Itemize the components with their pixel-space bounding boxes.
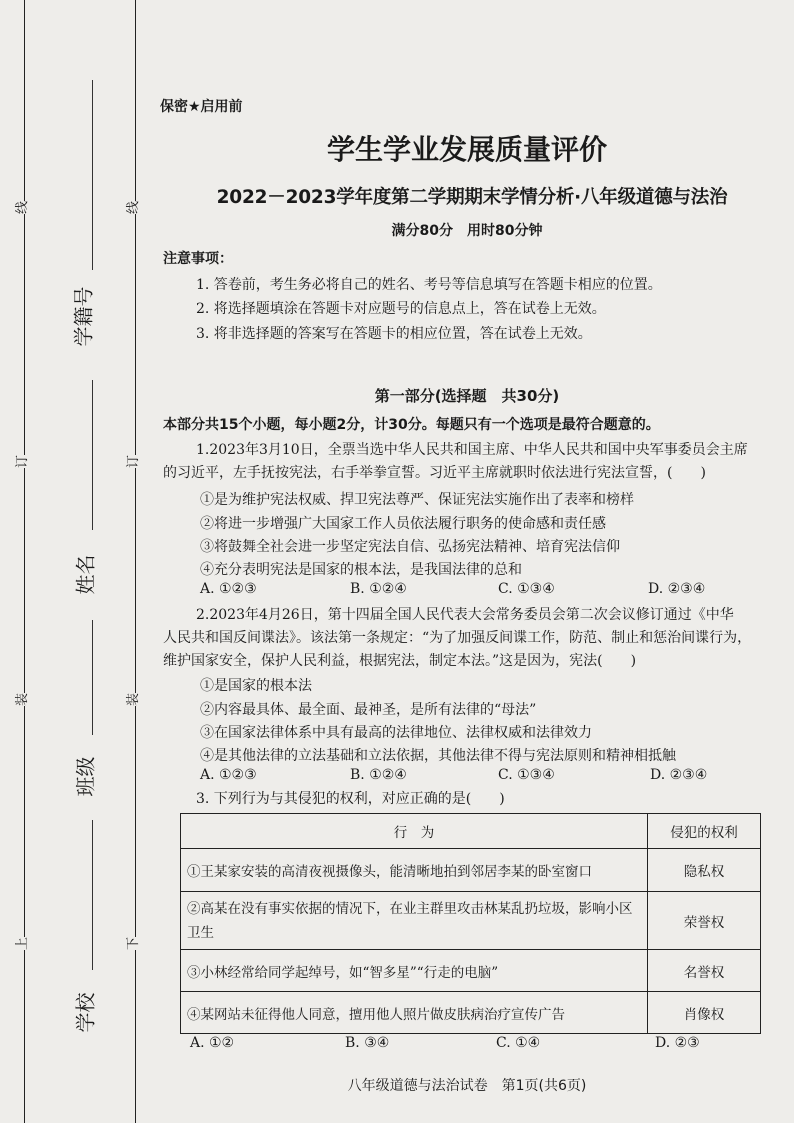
table-row (181, 950, 761, 992)
note-item: 2. 将选择题填涂在答题卡对应题号的信息点上，答在试卷上无效。 (196, 301, 606, 317)
statement-item: ②内容最具体、最全面、最神圣，是所有法律的“母法” (200, 702, 537, 718)
right-cell: 肖像权 (648, 992, 761, 1034)
table-row (181, 992, 761, 1034)
choice-d[interactable]: D. ②③ (655, 1035, 700, 1051)
choice-c[interactable]: C. ①③④ (498, 767, 555, 783)
choice-b[interactable]: B. ①②④ (350, 767, 407, 783)
statement-item: ④是其他法律的立法基础和立法依据，其他法律不得与宪法原则和精神相抵触 (200, 748, 676, 764)
statement-item: ③将鼓舞全社会进一步坚定宪法自信、弘扬宪法精神、培育宪法信仰 (200, 539, 620, 555)
binding-mark: 线 (11, 201, 30, 214)
statement-item: ③在国家法律体系中具有最高的法律地位、法律权威和法律效力 (200, 725, 592, 741)
exam-title: 学生学业发展质量评价 (326, 133, 607, 166)
table-row (181, 892, 761, 950)
choice-a[interactable]: A. ①② (190, 1035, 235, 1051)
statement-item: ④充分表明宪法是国家的根本法，是我国法律的总和 (200, 562, 522, 578)
binding-mark: 装 (122, 693, 141, 706)
choice-c[interactable]: C. ①③④ (498, 581, 555, 597)
binding-mark: 线 (122, 201, 141, 214)
statement-item: ①是国家的根本法 (200, 678, 312, 694)
score-time: 满分80分 用时80分钟 (391, 223, 543, 239)
school-label: 学校 (73, 992, 98, 1033)
question-stem: 3. 下列行为与其侵犯的权利，对应正确的是( ) (196, 791, 505, 807)
question-stem: 人民共和国反间谍法》。该法第一条规定：“为了加强反间谍工作，防范、制止和惩治间谍行为， (163, 630, 752, 646)
act-cell: ②高某在没有事实依据的情况下，在业主群里攻击林某乱扔垃圾，影响小区卫生 (181, 892, 648, 950)
binding-mark: 装 (11, 693, 30, 706)
choice-c[interactable]: C. ①④ (496, 1035, 541, 1051)
right-cell: 隐私权 (648, 849, 761, 892)
statement-item: ②将进一步增强广大国家工作人员依法履行职务的使命感和责任感 (200, 516, 606, 532)
part-intro: 本部分共15个小题，每小题2分，计30分。每题只有一个选项是最符合题意的。 (163, 417, 660, 433)
page-footer: 八年级道德与法治试卷 第1页(共6页) (347, 1078, 587, 1094)
exam-subtitle: 2022－2023学年度第二学期期末学情分析·八年级道德与法治 (216, 187, 728, 208)
binding-line-inner (135, 0, 136, 1123)
binding-line-outer (24, 0, 25, 1123)
right-cell: 名誉权 (648, 950, 761, 992)
name-label: 姓名 (73, 554, 98, 595)
right-cell: 荣誉权 (648, 892, 761, 950)
question-stem: 维护国家安全，保护人民利益，根据宪法，制定本法。”这是因为，宪法( ) (163, 653, 637, 669)
choice-d[interactable]: D. ②③④ (648, 581, 706, 597)
table-row (181, 849, 761, 892)
school-line (92, 820, 93, 970)
choice-b[interactable]: B. ③④ (345, 1035, 390, 1051)
statement-item: ①是为维护宪法权威、捍卫宪法尊严、保证宪法实施作出了表率和榜样 (200, 492, 634, 508)
class-label: 班级 (73, 756, 98, 797)
note-item: 3. 将非选择题的答案写在答题卡的相应位置，答在试卷上无效。 (196, 326, 592, 342)
act-cell: ④某网站未征得他人同意，擅用他人照片做皮肤病治疗宣传广告 (181, 992, 648, 1034)
choice-a[interactable]: A. ①②③ (200, 581, 257, 597)
choice-d[interactable]: D. ②③④ (650, 767, 708, 783)
binding-mark: 订 (122, 455, 141, 468)
choice-b[interactable]: B. ①②④ (350, 581, 407, 597)
header-act: 行 为 (181, 814, 648, 849)
note-item: 1. 答卷前，考生务必将自己的姓名、考号等信息填写在答题卡相应的位置。 (196, 277, 662, 293)
binding-mark: 上 (11, 937, 30, 950)
table-header-row (181, 814, 761, 849)
binding-mark: 下 (122, 937, 141, 950)
part-title: 第一部分(选择题 共30分) (374, 387, 560, 405)
rights-table (180, 813, 761, 1034)
question-stem: 2.2023年4月26日，第十四届全国人民代表大会常务委员会第二次会议修订通过《中华 (196, 607, 734, 623)
name-line (92, 380, 93, 530)
act-cell: ③小林经常给同学起绰号，如“智多星”“行走的电脑” (181, 950, 648, 992)
header-right: 侵犯的权利 (648, 814, 761, 849)
choice-a[interactable]: A. ①②③ (200, 767, 257, 783)
student-id-label: 学籍号 (71, 286, 96, 347)
question-stem: 1.2023年3月10日，全票当选中华人民共和国主席、中华人民共和国中央军事委员会主席 (196, 442, 748, 458)
notes-title: 注意事项： (163, 251, 233, 267)
binding-mark: 订 (11, 455, 30, 468)
class-line (92, 620, 93, 735)
confidential-mark: 保密★启用前 (160, 99, 243, 115)
act-cell: ①王某家安装的高清夜视摄像头，能清晰地拍到邻居李某的卧室窗口 (181, 849, 648, 892)
student-id-line (92, 80, 93, 270)
question-stem: 的习近平，左手抚按宪法，右手举拳宣誓。习近平主席就职时依法进行宪法宣誓，( ) (163, 465, 706, 481)
